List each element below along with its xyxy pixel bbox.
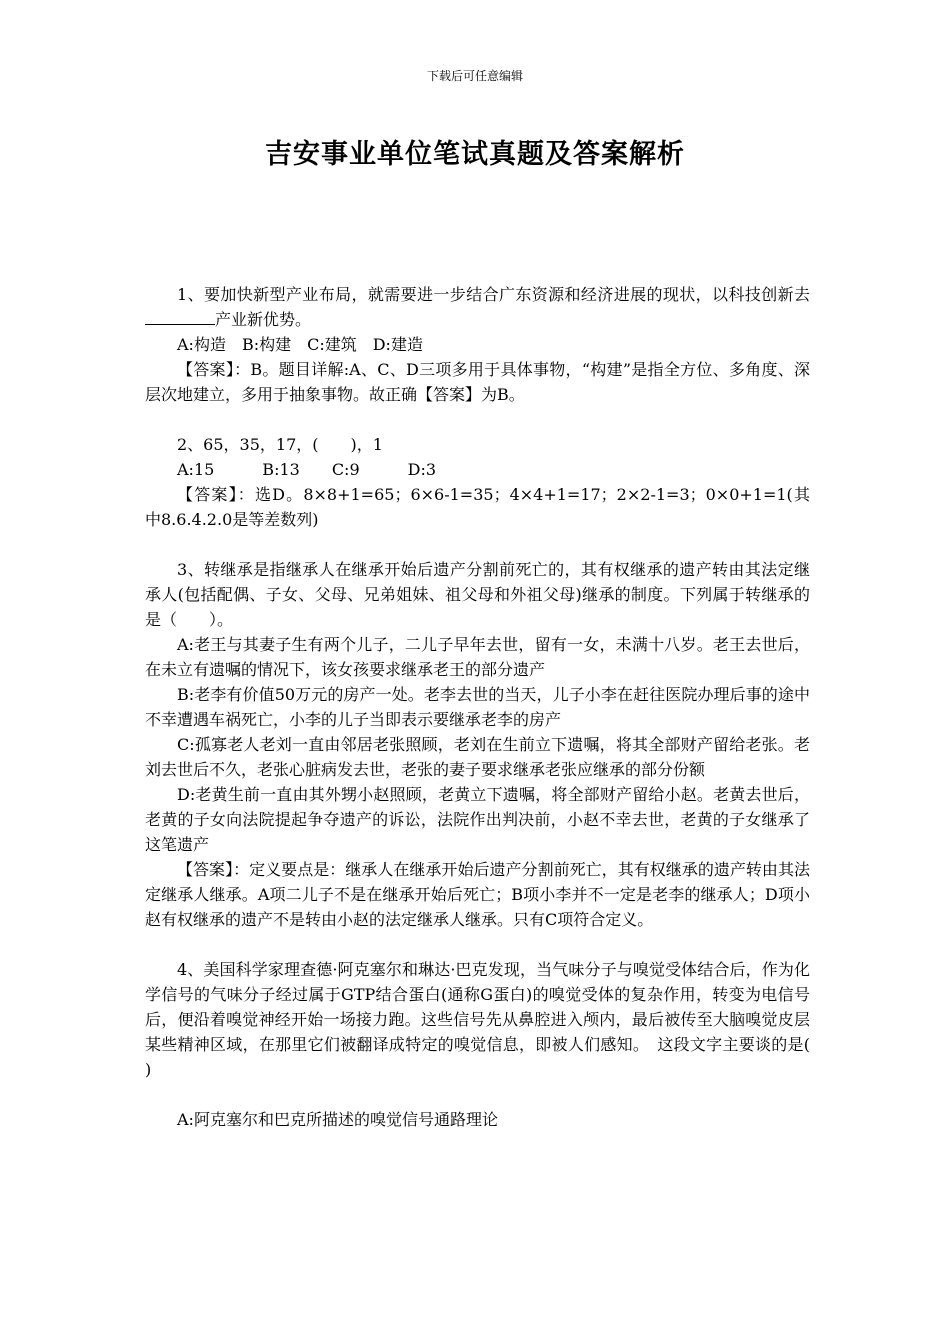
question-1-answer: 【答案】：B。题目详解:A、C、D三项多用于具体事物，“构建”是指全方位、多角度、深层次地建立，多用于抽象事物。故正确【答案】为B。 (145, 360, 810, 404)
question-2 (145, 432, 810, 532)
question-2-options: A:15 B:13 C:9 D:3 (177, 460, 437, 479)
spacer (145, 1082, 810, 1107)
question-3-option-c: C:孤寡老人老刘一直由邻居老张照顾，老刘在生前立下遗嘱，将其全部财产留给老张。老刘去世后不久，老张心脏病发去世，老张的妻子要求继承老张应继承的部分份额 (145, 735, 810, 779)
document-title: 吉安事业单位笔试真题及答案解析 (265, 139, 685, 170)
question-1-stem (145, 282, 810, 332)
question-3-stem: 3、转继承是指继承人在继承开始后遗产分割前死亡的，其有权继承的遗产转由其法定继承人(包括配偶、子女、父母、兄弟姐妹、祖父母和外祖父母)继承的制度。下列属于转继承的是（ ）。 (145, 560, 810, 629)
question-4-stem: 4、美国科学家理查德·阿克塞尔和琳达·巴克发现，当气味分子与嗅觉受体结合后，作为化学信号的气味分子经过属于GTP结合蛋白(通称G蛋白)的嗅觉受体的复杂作用，转变为电信号后，便沿着嗅觉神经开始一场接力跑。这些信号先从鼻腔进入颅内，最后被传至大脑嗅觉皮层某些精神区域，在那里它们被翻译成特定的嗅觉信息，即被人们感知。 这段文字主要谈的是( ) (145, 960, 810, 1079)
question-1-stem-before: 1、要加快新型产业布局，就需要进一步结合广东资源和经济进展的现状，以科技创新去 (177, 285, 810, 304)
question-3-answer: 【答案】：定义要点是：继承人在继承开始后遗产分割前死亡，其有权继承的遗产转由其法定继承人继承。A项二儿子不是在继承开始后死亡；B项小李并不一定是老李的继承人；D项小赵有权继承的遗产不是转由小赵的法定继承人继承。只有C项符合定义。 (145, 860, 810, 929)
answer-blank (145, 309, 215, 325)
question-3-option-d: D:老黄生前一直由其外甥小赵照顾，老黄立下遗嘱，将全部财产留给小赵。老黄去世后，老黄的子女向法院提起争夺遗产的诉讼，法院作出判决前，小赵不幸去世，老黄的子女继承了这笔遗产 (145, 785, 810, 854)
question-3 (145, 557, 810, 932)
spacer (145, 407, 810, 432)
question-1 (145, 282, 810, 407)
question-2-stem: 2、65，35，17，( )，1 (177, 435, 383, 454)
question-4 (145, 957, 810, 1132)
header-note: 下载后可任意编辑 (426, 69, 523, 83)
question-1-stem-after: 产业新优势。 (215, 310, 312, 329)
document-body (145, 282, 810, 1132)
question-1-options: A:构造 B:构建 C:建筑 D:建造 (177, 335, 423, 354)
spacer (145, 532, 810, 557)
question-2-answer: 【答案】：选D。8×8+1=65；6×6-1=35；4×4+1=17；2×2-1=3；0×0+1=1(其中8.6.4.2.0是等差数列) (145, 485, 810, 529)
question-3-option-b: B:老李有价值50万元的房产一处。老李去世的当天，儿子小李在赶往医院办理后事的途中不幸遭遇车祸死亡，小李的儿子当即表示要继承老李的房产 (145, 685, 810, 729)
question-3-option-a: A:老王与其妻子生有两个儿子，二儿子早年去世，留有一女，未满十八岁。老王去世后，在未立有遗嘱的情况下，该女孩要求继承老王的部分遗产 (145, 635, 810, 679)
question-4-option-a: A:阿克塞尔和巴克所描述的嗅觉信号通路理论 (177, 1110, 498, 1129)
spacer (145, 932, 810, 957)
